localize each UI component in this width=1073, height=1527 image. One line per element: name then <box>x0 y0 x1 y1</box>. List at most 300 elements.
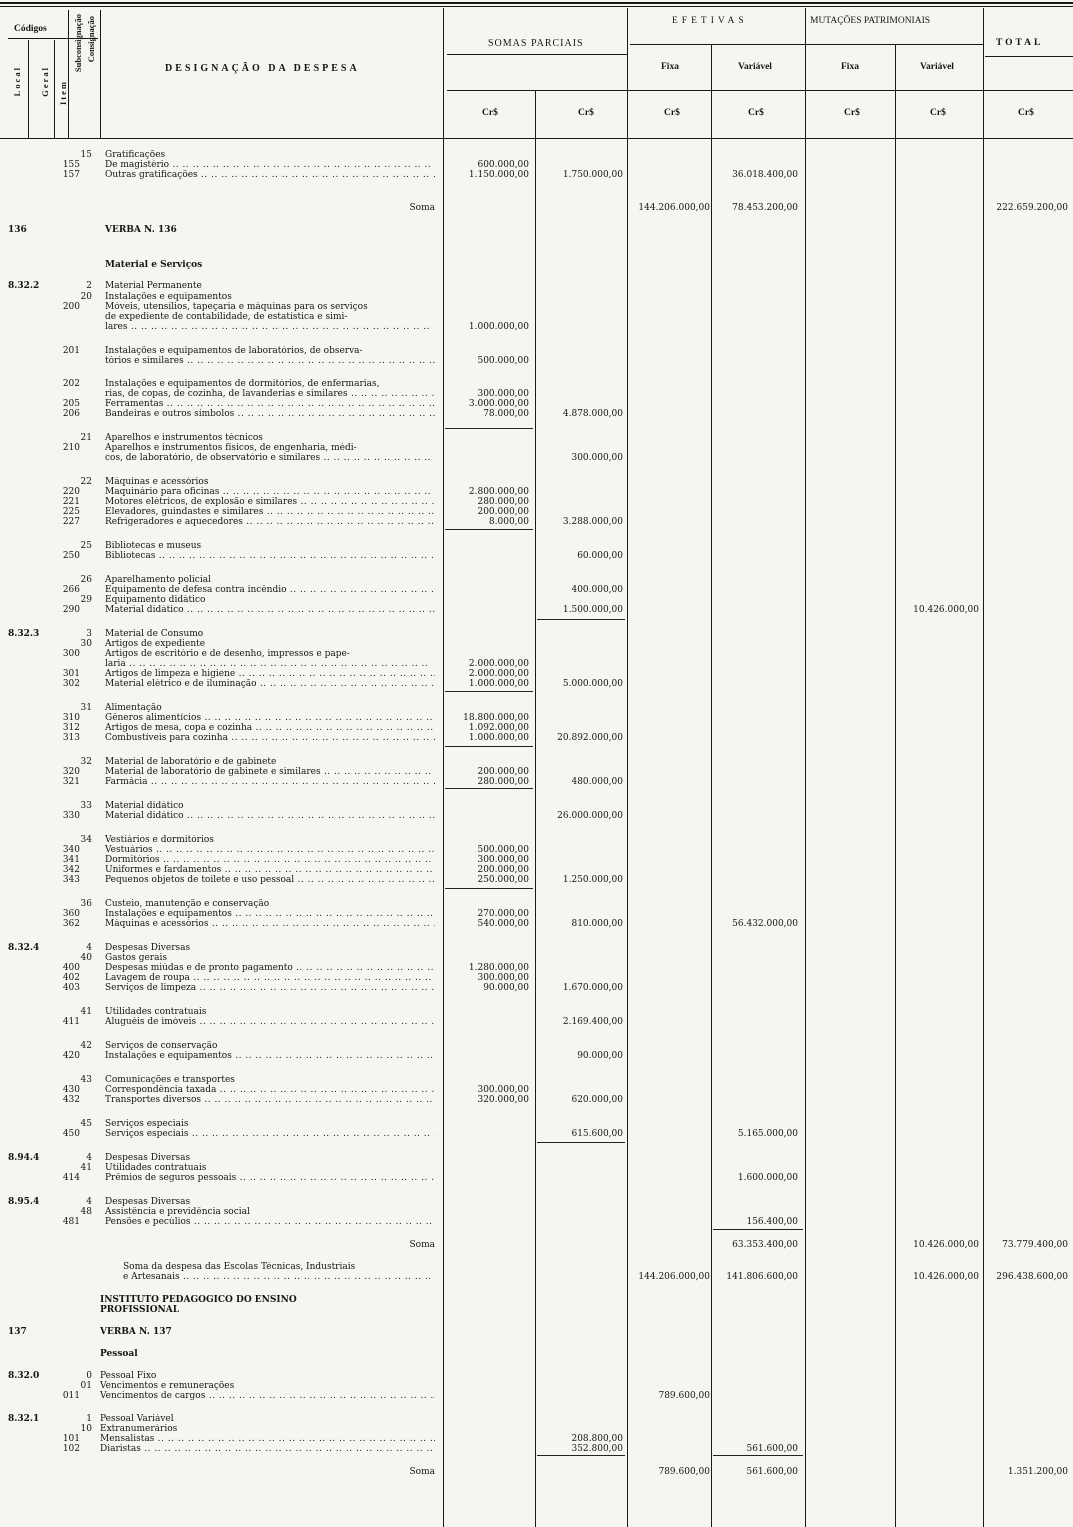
table-row <box>0 723 1073 733</box>
header-rule-mid <box>630 44 983 45</box>
amount-c4: 1.600.000,00 <box>737 1173 798 1183</box>
table-row <box>0 1163 1073 1173</box>
table-row <box>0 356 1073 366</box>
item-code: 30 <box>80 639 92 649</box>
underline-c4 <box>713 1229 803 1230</box>
currency-c1: Cr$ <box>482 108 498 118</box>
top-rule <box>0 2 1073 4</box>
expense-description: Gastos gerais <box>105 953 167 963</box>
amount-c3: 789.600,00 <box>658 1391 710 1401</box>
expense-description: e Artesanais .. .. <box>123 1272 435 1282</box>
amount-c6: 10.426.000,00 <box>913 605 979 615</box>
consignacao-code: 341 <box>62 855 80 865</box>
amount-c2: 480.000,00 <box>571 777 623 787</box>
table-row <box>0 1085 1073 1095</box>
expense-description: VERBA N. 137 <box>100 1327 172 1337</box>
amount-c2: 1.670.000,00 <box>562 983 623 993</box>
amount-c2: 5.000.000,00 <box>562 679 623 689</box>
consignacao-code: 201 <box>62 346 80 356</box>
expense-description: Máquinas e acessórios .. .. <box>105 919 435 929</box>
consignacao-code: 411 <box>62 1017 80 1027</box>
expense-description: Móveis, utensílios, tapeçaria e máquinas para os serviços <box>105 302 368 312</box>
expense-description: Material e Serviços <box>105 260 203 270</box>
item-code: 4 <box>86 1197 92 1207</box>
table-row <box>0 983 1073 993</box>
expense-description: Material de Consumo <box>105 629 204 639</box>
expense-description: Prêmios de seguros pessoais .. .. <box>105 1173 435 1183</box>
consignacao-code: 205 <box>62 399 80 409</box>
item-code: 1 <box>86 1414 92 1424</box>
amount-c4: 561.600,00 <box>746 1467 798 1477</box>
amount-c1: 90.000,00 <box>483 983 529 993</box>
amount-c1: 1.150.000,00 <box>468 170 529 180</box>
geral-code: 8.32.1 <box>8 1414 40 1424</box>
expense-description: Correspondência taxada .. .. <box>105 1085 435 1095</box>
consignacao-code: 400 <box>62 963 80 973</box>
underline-c1 <box>445 888 533 889</box>
amount-c1: 78.000,00 <box>483 409 529 419</box>
consignacao-code: 310 <box>62 713 80 723</box>
table-row <box>0 963 1073 973</box>
table-row <box>0 1371 1073 1381</box>
consignacao-code: 414 <box>62 1173 80 1183</box>
consignacao-code: 250 <box>62 551 80 561</box>
expense-description: Material didático <box>105 801 184 811</box>
expense-description: Extranumerários <box>100 1424 178 1434</box>
amount-c4: 78.453.200,00 <box>732 203 798 213</box>
efetiva-variavel-header: Variável <box>738 62 772 72</box>
item-code: 42 <box>80 1041 92 1051</box>
expense-description: Aparelhamento policial <box>105 575 211 585</box>
item-code: 2 <box>86 281 92 291</box>
geral-code: 8.94.4 <box>8 1153 40 1163</box>
table-row <box>0 1197 1073 1207</box>
table-row <box>0 409 1073 419</box>
item-code: 26 <box>80 575 92 585</box>
table-row <box>0 1007 1073 1017</box>
efetivas-header: EFETIVAS <box>672 16 748 26</box>
table-row <box>0 909 1073 919</box>
amount-c4: 561.600,00 <box>746 1444 798 1454</box>
expense-description: Utilidades contratuais <box>105 1163 207 1173</box>
expense-description: Pessoal <box>100 1349 138 1359</box>
amount-c2: 1.750.000,00 <box>562 170 623 180</box>
consignacao-code: 313 <box>62 733 80 743</box>
expense-description: Serviços especiais .. .. <box>105 1129 435 1139</box>
underline-c1 <box>445 529 533 530</box>
table-row <box>0 1262 1073 1272</box>
table-row <box>0 1017 1073 1027</box>
table-row <box>0 1444 1073 1454</box>
table-row <box>0 1240 1073 1250</box>
amount-c2: 20.892.000,00 <box>557 733 623 743</box>
item-code: 32 <box>80 757 92 767</box>
item-code: 41 <box>80 1007 92 1017</box>
expense-description: laria .. .. <box>105 659 435 669</box>
expense-description: Assistência e previdência social <box>105 1207 250 1217</box>
table-row <box>0 703 1073 713</box>
amount-c1: 280.000,00 <box>477 777 529 787</box>
currency-c6: Cr$ <box>930 108 946 118</box>
amount-c6: 10.426.000,00 <box>913 1240 979 1250</box>
col-local-header: Local <box>12 66 22 97</box>
geral-code: 8.32.4 <box>8 943 40 953</box>
table-row <box>0 585 1073 595</box>
amount-c4: 56.432.000,00 <box>732 919 798 929</box>
amount-c1: 2.000.000,00 <box>468 669 529 679</box>
header-rule-bottom <box>447 90 1073 91</box>
consignacao-code: 403 <box>62 983 80 993</box>
amount-c2: 2.169.400,00 <box>562 1017 623 1027</box>
table-row <box>0 1041 1073 1051</box>
table-row <box>0 811 1073 821</box>
table-row <box>0 1381 1073 1391</box>
consignacao-code: 202 <box>62 379 80 389</box>
consignacao-code: 343 <box>62 875 80 885</box>
table-row <box>0 649 1073 659</box>
amount-c1: 1.280.000,00 <box>468 963 529 973</box>
item-code: 21 <box>80 433 92 443</box>
amount-c2: 615.600,00 <box>571 1129 623 1139</box>
geral-code: 8.32.3 <box>8 629 40 639</box>
consignacao-code: 330 <box>62 811 80 821</box>
expense-description: Vestuários .. .. <box>105 845 435 855</box>
table-row <box>0 487 1073 497</box>
consignacao-code: 342 <box>62 865 80 875</box>
consignacao-code: 011 <box>62 1391 80 1401</box>
item-code: 31 <box>80 703 92 713</box>
table-row <box>0 575 1073 585</box>
amount-c1: 2.800.000,00 <box>468 487 529 497</box>
col-geral-header: Geral <box>40 66 50 97</box>
item-code: 36 <box>80 899 92 909</box>
mutacao-variavel-header: Variável <box>920 62 954 72</box>
expense-description: Máquinas e acessórios <box>105 477 209 487</box>
amount-c1: 540.000,00 <box>477 919 529 929</box>
amount-c1: 300.000,00 <box>477 855 529 865</box>
underline-c1 <box>445 428 533 429</box>
expense-description: Vencimentos de cargos .. .. <box>100 1391 435 1401</box>
expense-description: Pequenos objetos de toilete e uso pessoal .. .. <box>105 875 435 885</box>
header-rule-somas <box>447 54 627 55</box>
table-row <box>0 1129 1073 1139</box>
table-row <box>0 1207 1073 1217</box>
amount-c1: 8.000,00 <box>488 517 529 527</box>
amount-c2: 1.500.000,00 <box>562 605 623 615</box>
expense-description: Aparelhos e instrumentos técnicos <box>105 433 263 443</box>
table-row <box>0 713 1073 723</box>
expense-description: Combustíveis para cozinha .. .. <box>105 733 435 743</box>
expense-description: Vencimentos e remunerações <box>100 1381 235 1391</box>
table-row <box>0 260 1073 270</box>
amount-c4: 156.400,00 <box>746 1217 798 1227</box>
geral-code: 8.32.0 <box>8 1371 40 1381</box>
table-row <box>0 1349 1073 1359</box>
table-row <box>0 1414 1073 1424</box>
amount-c2: 208.800,00 <box>571 1434 623 1444</box>
table-row <box>0 953 1073 963</box>
table-row <box>0 1153 1073 1163</box>
table-row <box>0 281 1073 291</box>
expense-description: Maquinário para oficinas .. .. <box>105 487 435 497</box>
consignacao-code: 220 <box>62 487 80 497</box>
somas-parciais-header: SOMAS PARCIAIS <box>488 38 584 49</box>
currency-c7: Cr$ <box>1018 108 1034 118</box>
expense-description: Pensões e pecúlios .. .. <box>105 1217 435 1227</box>
consignacao-code: 450 <box>62 1129 80 1139</box>
table-row <box>0 865 1073 875</box>
consignacao-code: 321 <box>62 777 80 787</box>
expense-description: Despesas miúdas e de pronto pagamento .. .. <box>105 963 435 973</box>
expense-description: Comunicações e transportes <box>105 1075 235 1085</box>
table-row <box>0 679 1073 689</box>
table-row <box>0 433 1073 443</box>
consignacao-code: 266 <box>62 585 80 595</box>
amount-c2: 90.000,00 <box>577 1051 623 1061</box>
consignacao-code: 420 <box>62 1051 80 1061</box>
table-row <box>0 399 1073 409</box>
expense-description: Aluguéis de imóveis .. .. <box>105 1017 435 1027</box>
col-rule-codes-1 <box>28 40 29 138</box>
amount-c1: 200.000,00 <box>477 767 529 777</box>
amount-c1: 500.000,00 <box>477 356 529 366</box>
header-rule-total <box>985 56 1073 57</box>
col-rule-codes-4 <box>100 10 101 138</box>
consignacao-code: 206 <box>62 409 80 419</box>
table-row <box>0 453 1073 463</box>
expense-description: Custeio, manutenção e conservação <box>105 899 270 909</box>
amount-c2: 352.800,00 <box>571 1444 623 1454</box>
expense-description: Vestiários e dormitórios <box>105 835 214 845</box>
consignacao-code: 312 <box>62 723 80 733</box>
table-row <box>0 322 1073 332</box>
table-row <box>0 517 1073 527</box>
amount-c2: 1.250.000,00 <box>562 875 623 885</box>
consignacao-code: 210 <box>62 443 80 453</box>
underline-c1 <box>445 788 533 789</box>
expense-description: Equipamento de defesa contra incêndio .. .. <box>105 585 435 595</box>
table-row <box>0 757 1073 767</box>
geral-code: 8.95.4 <box>8 1197 40 1207</box>
expense-description: Artigos de limpeza e higiene .. .. <box>105 669 435 679</box>
table-row <box>0 302 1073 312</box>
expense-description: Bibliotecas .. .. <box>105 551 435 561</box>
amount-c1: 300.000,00 <box>477 389 529 399</box>
expense-description: Farmácia .. .. <box>105 777 435 787</box>
table-row <box>0 551 1073 561</box>
table-row <box>0 875 1073 885</box>
col-rule-codes-2 <box>54 40 55 138</box>
amount-c1: 18.800.000,00 <box>463 713 529 723</box>
underline-c1 <box>445 691 533 692</box>
expense-description: Gratificações <box>105 150 166 160</box>
expense-description: Lavagem de roupa .. .. <box>105 973 435 983</box>
expense-description: Mensalistas .. .. <box>100 1434 435 1444</box>
amount-c1: 1.000.000,00 <box>468 322 529 332</box>
amount-c2: 400.000,00 <box>571 585 623 595</box>
consignacao-code: 200 <box>62 302 80 312</box>
table-row <box>0 1295 1073 1305</box>
expense-description: Artigos de mesa, copa e cozinha .. .. <box>105 723 435 733</box>
consignacao-code: 430 <box>62 1085 80 1095</box>
item-code: 29 <box>80 595 92 605</box>
table-row <box>0 777 1073 787</box>
table-row <box>0 659 1073 669</box>
consignacao-code: 360 <box>62 909 80 919</box>
expense-description: Material Permanente <box>105 281 202 291</box>
item-code: 20 <box>80 292 92 302</box>
item-code: 48 <box>80 1207 92 1217</box>
expense-description: Artigos de escritório e de desenho, impressos e pape- <box>105 649 350 659</box>
amount-c1: 320.000,00 <box>477 1095 529 1105</box>
table-row <box>0 170 1073 180</box>
table-row <box>0 1119 1073 1129</box>
table-row <box>0 639 1073 649</box>
table-row <box>0 1434 1073 1444</box>
amount-c7: 1.351.200,00 <box>1007 1467 1068 1477</box>
table-row <box>0 203 1073 213</box>
item-code: 22 <box>80 477 92 487</box>
table-row <box>0 225 1073 235</box>
expense-description: Despesas Diversas <box>105 1197 191 1207</box>
table-row <box>0 855 1073 865</box>
amount-c4: 63.353.400,00 <box>732 1240 798 1250</box>
expense-description: Instalações e equipamentos .. .. <box>105 1051 435 1061</box>
table-row <box>0 943 1073 953</box>
item-code: 34 <box>80 835 92 845</box>
amount-c1: 600.000,00 <box>477 160 529 170</box>
table-row <box>0 507 1073 517</box>
expense-description: Material elétrico e de iluminação .. .. <box>105 679 435 689</box>
expense-description: tórios e similares .. .. <box>105 356 435 366</box>
col-consignacao-header: Consignação <box>86 16 96 63</box>
consignacao-code: 290 <box>62 605 80 615</box>
expense-description: lares .. .. <box>105 322 435 332</box>
amount-c1: 300.000,00 <box>477 973 529 983</box>
item-code: 45 <box>80 1119 92 1129</box>
table-row <box>0 312 1073 322</box>
expense-description: Gêneros alimentícios .. .. <box>105 713 435 723</box>
amount-c7: 222.659.200,00 <box>996 203 1068 213</box>
consignacao-code: 481 <box>62 1217 80 1227</box>
table-row <box>0 443 1073 453</box>
table-row <box>0 497 1073 507</box>
mutacoes-header: MUTAÇÕES PATRIMONIAIS <box>810 16 931 26</box>
expense-description: Despesas Diversas <box>105 943 191 953</box>
expense-description: VERBA N. 136 <box>105 225 177 235</box>
currency-c4: Cr$ <box>748 108 764 118</box>
consignacao-code: 155 <box>62 160 80 170</box>
expense-description: Material didático .. .. <box>105 811 435 821</box>
consignacao-code: 227 <box>62 517 80 527</box>
consignacao-code: 300 <box>62 649 80 659</box>
expense-description: Material didático .. .. <box>105 605 435 615</box>
expense-description: Instalações e equipamentos .. .. <box>105 909 435 919</box>
table-row <box>0 899 1073 909</box>
expense-description: Transportes diversos .. .. <box>105 1095 435 1105</box>
consignacao-code: 225 <box>62 507 80 517</box>
consignacao-code: 102 <box>62 1444 80 1454</box>
table-row <box>0 346 1073 356</box>
amount-c1: 1.092.000,00 <box>468 723 529 733</box>
amount-c2: 810.000,00 <box>571 919 623 929</box>
expense-description: de expediente de contabilidade, de estatística e simi- <box>105 312 348 322</box>
table-row <box>0 379 1073 389</box>
table-row <box>0 1305 1073 1315</box>
consignacao-code: 340 <box>62 845 80 855</box>
table-row <box>0 1075 1073 1085</box>
expense-description: Serviços de conservação <box>105 1041 218 1051</box>
underline-c1 <box>445 746 533 747</box>
efetiva-fixa-header: Fixa <box>661 62 679 72</box>
expense-description: Bandeiras e outros símbolos .. .. <box>105 409 435 419</box>
amount-c3: 144.206.000,00 <box>638 1272 710 1282</box>
expense-description: Diaristas .. .. <box>100 1444 435 1454</box>
amount-c1: 270.000,00 <box>477 909 529 919</box>
consignacao-code: 362 <box>62 919 80 929</box>
amount-c1: 300.000,00 <box>477 1085 529 1095</box>
top-rule-2 <box>0 6 1073 7</box>
amount-c6: 10.426.000,00 <box>913 1272 979 1282</box>
item-code: 15 <box>80 150 92 160</box>
table-row <box>0 389 1073 399</box>
item-code: 40 <box>80 953 92 963</box>
amount-c3: 144.206.000,00 <box>638 203 710 213</box>
table-row <box>0 1173 1073 1183</box>
item-code: 4 <box>86 943 92 953</box>
table-row <box>0 669 1073 679</box>
codigos-header: Códigos <box>14 24 47 34</box>
expense-description: Serviços de limpeza .. .. <box>105 983 435 993</box>
table-row <box>0 150 1073 160</box>
currency-c2: Cr$ <box>578 108 594 118</box>
consignacao-code: 302 <box>62 679 80 689</box>
table-row <box>0 767 1073 777</box>
consignacao-code: 402 <box>62 973 80 983</box>
item-code: 01 <box>80 1381 92 1391</box>
expense-description: Alimentação <box>105 703 162 713</box>
expense-description: Uniformes e fardamentos .. .. <box>105 865 435 875</box>
amount-c7: 73.779.400,00 <box>1002 1240 1068 1250</box>
expense-description: Equipamento didático <box>105 595 206 605</box>
expense-description: rias, de copas, de cozinha, de lavanderias e similares .. .. <box>105 389 435 399</box>
expense-description: Aparelhos e instrumentos físicos, de engenharia, médi- <box>105 443 357 453</box>
table-row <box>0 292 1073 302</box>
table-row <box>0 1467 1073 1477</box>
consignacao-code: 101 <box>62 1434 80 1444</box>
expense-description: Despesas Diversas <box>105 1153 191 1163</box>
table-row <box>0 1272 1073 1282</box>
consignacao-code: 320 <box>62 767 80 777</box>
expense-description: INSTITUTO PEDAGÓGICO DO ENSINO <box>100 1295 297 1305</box>
soma-label: Soma <box>409 203 435 213</box>
table-row <box>0 629 1073 639</box>
item-code: 0 <box>86 1371 92 1381</box>
underline-c2 <box>537 619 625 620</box>
expense-description: Material de laboratório de gabinete e similares .. .. <box>105 767 435 777</box>
item-code: 43 <box>80 1075 92 1085</box>
underline-c4 <box>713 1455 803 1456</box>
amount-c2: 620.000,00 <box>571 1095 623 1105</box>
expense-description: Instalações e equipamentos <box>105 292 232 302</box>
table-row <box>0 1327 1073 1337</box>
amount-c1: 200.000,00 <box>477 507 529 517</box>
table-row <box>0 1051 1073 1061</box>
expense-description: Pessoal Variável <box>100 1414 174 1424</box>
underline-c2 <box>537 1455 625 1456</box>
table-row <box>0 1391 1073 1401</box>
item-code: 33 <box>80 801 92 811</box>
